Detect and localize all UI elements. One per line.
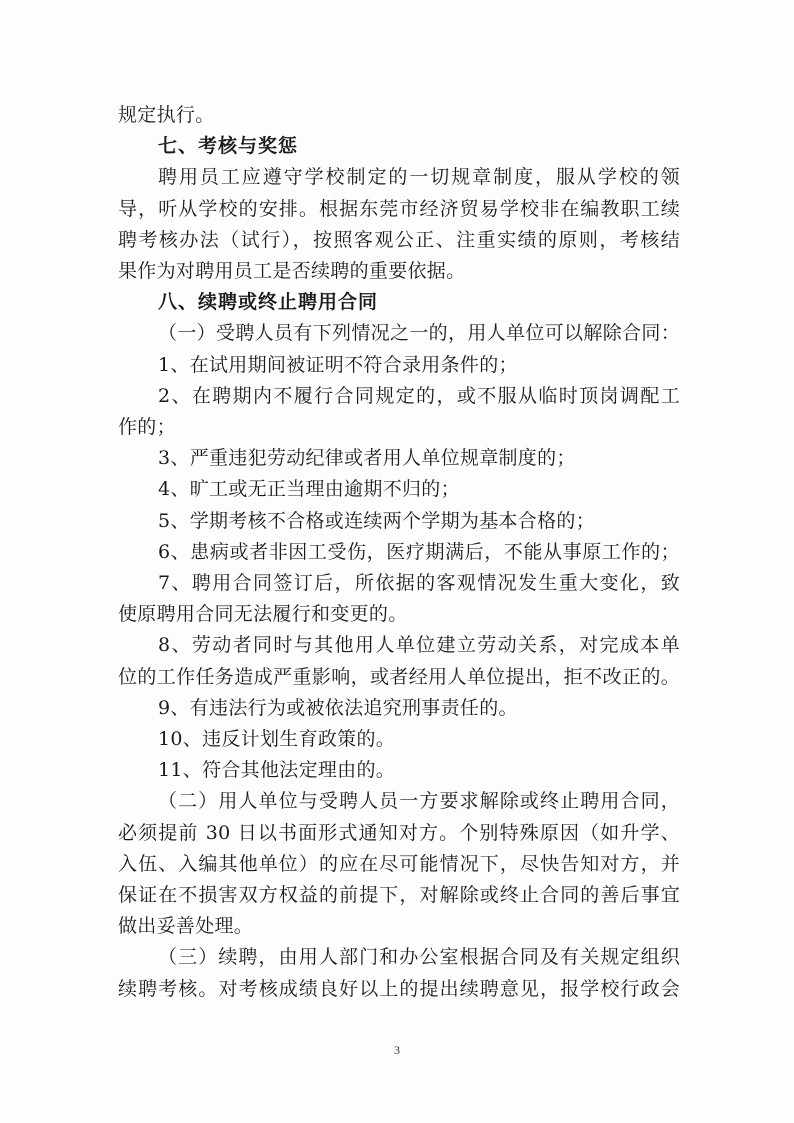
text-line: 必须提前 30 日以书面形式通知对方。个别特殊原因（如升学、	[118, 821, 680, 844]
text-line: 聘考核办法（试行），按照客观公正、注重实绩的原则，考核结	[118, 228, 680, 251]
page-number: 3	[394, 1043, 400, 1057]
section-heading: 七、考核与奖惩	[158, 135, 299, 158]
text-line: 聘用员工应遵守学校制定的一切规章制度，服从学校的领	[158, 166, 680, 189]
text-line: 3、严重违犯劳动纪律或者用人单位规章制度的；	[158, 447, 576, 470]
text-line: 9、有违法行为或被依法追究刑事责任的。	[158, 696, 518, 719]
text-line: 导，听从学校的安排。根据东莞市经济贸易学校非在编教职工续	[118, 197, 680, 220]
text-line: 使原聘用合同无法履行和变更的。	[118, 603, 408, 626]
text-line: 8、劳动者同时与其他用人单位建立劳动关系，对完成本单	[158, 634, 680, 657]
text-line: 6、患病或者非因工受伤，医疗期满后，不能从事原工作的；	[158, 540, 680, 563]
text-line: 保证在不损害双方权益的前提下，对解除或终止合同的善后事宜	[118, 884, 680, 907]
text-line: 1、在试用期间被证明不符合录用条件的；	[158, 353, 518, 376]
text-line: 做出妥善处理。	[118, 915, 254, 938]
text-line: 果作为对聘用员工是否续聘的重要依据。	[118, 260, 466, 283]
text-line: （二）用人单位与受聘人员一方要求解除或终止聘用合同，	[158, 790, 680, 813]
text-line: （三）续聘，由用人部门和办公室根据合同及有关规定组织	[158, 946, 680, 969]
document-body	[118, 100, 680, 1005]
text-line: （一）受聘人员有下列情况之一的，用人单位可以解除合同：	[158, 322, 680, 345]
text-line: 规定执行。	[118, 104, 215, 126]
text-line: 7、聘用合同签订后，所依据的客观情况发生重大变化，致	[158, 572, 680, 595]
text-line: 4、旷工或无正当理由逾期不归的；	[158, 478, 460, 501]
text-line: 2、在聘期内不履行合同规定的，或不服从临时顶岗调配工	[158, 384, 680, 407]
text-line: 位的工作任务造成严重影响，或者经用人单位提出，拒不改正的。	[118, 665, 680, 688]
text-line: 续聘考核。对考核成绩良好以上的提出续聘意见，报学校行政会	[118, 977, 680, 1000]
text-line: 11、符合其他法定理由的。	[158, 759, 396, 782]
text-line: 5、学期考核不合格或连续两个学期为基本合格的；	[158, 509, 595, 532]
section-heading: 八、续聘或终止聘用合同	[158, 291, 379, 314]
text-line: 作的；	[118, 416, 176, 439]
text-line: 10、违反计划生育政策的。	[158, 728, 396, 751]
text-line: 入伍、入编其他单位）的应在尽可能情况下，尽快告知对方，并	[118, 852, 680, 875]
